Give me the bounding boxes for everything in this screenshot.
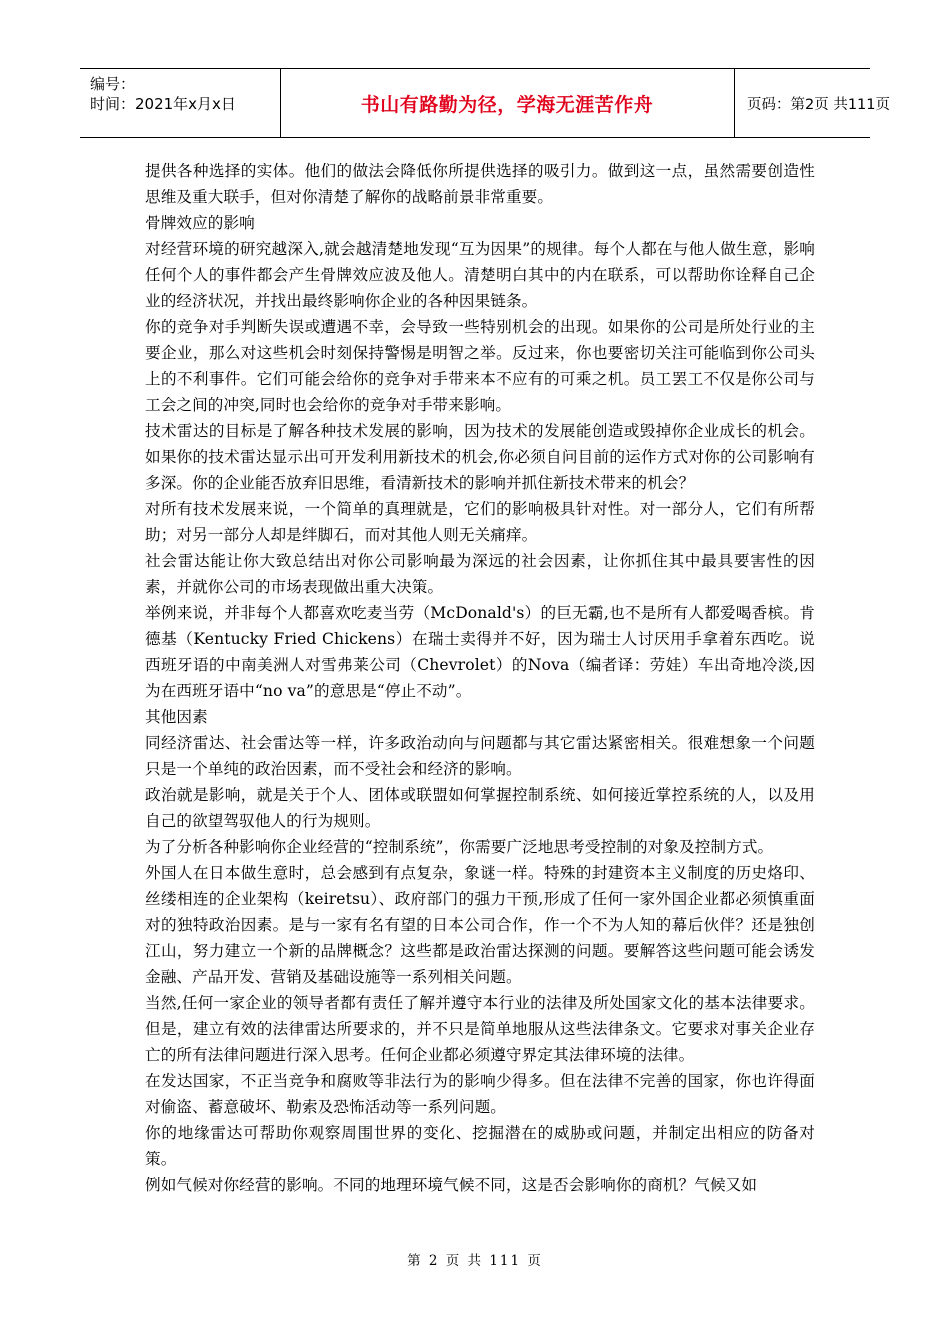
document-body: [145, 158, 815, 1198]
document-number-label: 编号：: [90, 75, 136, 93]
paragraph: 对经营环境的研究越深入,就会越清楚地发现“互为因果”的规律。每个人都在与他人做生意，影响任何个人的事件都会产生骨牌效应波及他人。清楚明白其中的内在联系，可以帮助你诠释自己企业的经济状况，并找出最终影响你企业的各种因果链条。: [145, 240, 815, 310]
document-date: 时间：2021年x月x日: [90, 95, 236, 113]
paragraph: 对所有技术发展来说，一个简单的真理就是，它们的影响极具针对性。对一部分人，它们有所帮助；对另一部分人却是绊脚石，而对其他人则无关痛痒。: [145, 500, 815, 544]
paragraph: 为了分析各种影响你企业经营的“控制系统”，你需要广泛地思考受控制的对象及控制方式。: [145, 838, 774, 856]
page-footer: 第 2 页 共 111 页: [407, 1253, 543, 1269]
paragraph: 你的竞争对手判断失误或遭遇不幸，会导致一些特别机会的出现。如果你的公司是所处行业的主要企业，那么对这些机会时刻保持警惕是明智之举。反过来，你也要密切关注可能临到你公司头上的不利事件。它们可能会给你的竞争对手带来本不应有的可乘之机。员工罢工不仅是你公司与工会之间的冲突,同时也会给你的竞争对手带来影响。: [145, 318, 815, 414]
header-page-code: 页码：第2页 共111页: [747, 96, 891, 113]
paragraph: 外国人在日本做生意时，总会感到有点复杂，象谜一样。特殊的封建资本主义制度的历史烙印、丝缕相连的企业架构（keiretsu）、政府部门的强力干预,形成了任何一家外国企业都必须慎重面对的独特政治因素。是与一家有名有望的日本公司合作，作一个不为人知的幕后伙伴？还是独创江山，努力建立一个新的品牌概念？这些都是政治雷达探测的问题。要解答这些问题可能会诱发金融、产品开发、营销及基础设施等一系列相关问题。: [145, 864, 815, 986]
paragraph: 提供各种选择的实体。他们的做法会降低你所提供选择的吸引力。做到这一点，虽然需要创造性思维及重大联手，但对你清楚了解你的战略前景非常重要。: [145, 162, 815, 206]
header-motto: 书山有路勤为径，学海无涯苦作舟: [360, 93, 654, 116]
paragraph: 社会雷达能让你大致总结出对你公司影响最为深远的社会因素，让你抓住其中最具要害性的因素，并就你公司的市场表现做出重大决策。: [145, 552, 815, 596]
paragraph: 同经济雷达、社会雷达等一样，许多政治动向与问题都与其它雷达紧密相关。很难想象一个问题只是一个单纯的政治因素，而不受社会和经济的影响。: [145, 734, 815, 778]
paragraph: 在发达国家，不正当竞争和腐败等非法行为的影响少得多。但在法律不完善的国家，你也许得面对偷盗、蓄意破坏、勒索及恐怖活动等一系列问题。: [145, 1072, 815, 1116]
header-left-cell: [80, 69, 281, 137]
paragraph: 举例来说，并非每个人都喜欢吃麦当劳（McDonald's）的巨无霸,也不是所有人都爱喝香槟。肯德基（Kentucky Fried Chickens）在瑞士卖得并不好，因为瑞士人讨厌用手拿着东西吃。说西班牙语的中南美洲人对雪弗莱公司（Chevrolet）的Nova（编者译：劳娃）车出奇地冷淡,因为在西班牙语中“no va”的意思是“停止不动”。: [145, 604, 815, 700]
paragraph: 政治就是影响，就是关于个人、团体或联盟如何掌握控制系统、如何接近掌控系统的人，以及用自己的欲望驾驭他人的行为规则。: [145, 786, 815, 830]
header-motto-cell: [280, 69, 735, 137]
page-header: [80, 68, 891, 138]
paragraph: 当然,任何一家企业的领导者都有责任了解并遵守本行业的法律及所处国家文化的基本法律要求。但是，建立有效的法律雷达所要求的，并不只是简单地服从这些法律条文。它要求对事关企业存亡的所有法律问题进行深入思考。任何企业都必须遵守界定其法律环境的法律。: [145, 994, 815, 1064]
section-heading-other-factors: 其他因素: [145, 708, 208, 726]
header-page-cell: [735, 69, 891, 137]
paragraph: 例如气候对你经营的影响。不同的地理环境气候不同，这是否会影响你的商机？气候又如: [145, 1176, 758, 1194]
paragraph: 你的地缘雷达可帮助你观察周围世界的变化、挖掘潜在的威胁或问题，并制定出相应的防备对策。: [145, 1124, 815, 1168]
paragraph: 技术雷达的目标是了解各种技术发展的影响，因为技术的发展能创造或毁掉你企业成长的机会。 如果你的技术雷达显示出可开发利用新技术的机会,你必须自问目前的运作方式对你的公司影响有多深。你的企业能否放弃旧思维，看清新技术的影响并抓住新技术带来的机会？: [145, 422, 815, 492]
section-heading-domino: 骨牌效应的影响: [145, 214, 255, 232]
